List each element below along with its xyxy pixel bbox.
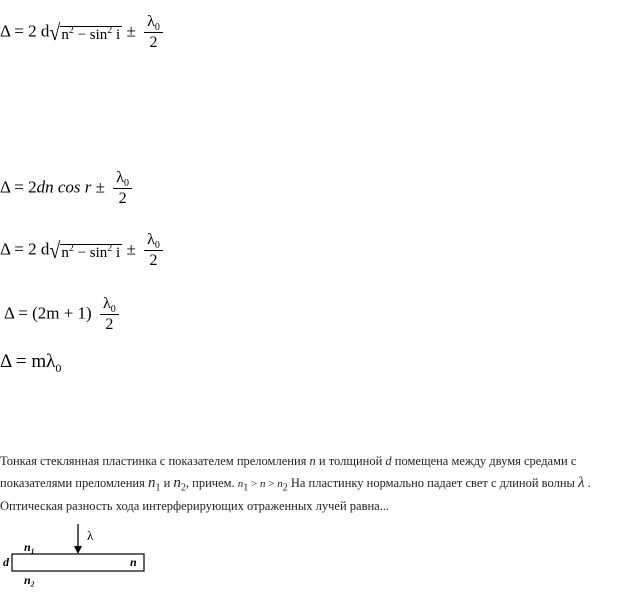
arrow-down-icon xyxy=(74,546,82,554)
diagram-n2-label: n₂ xyxy=(24,573,35,587)
var-n2: n xyxy=(173,475,181,491)
numerator-sub: 0 xyxy=(154,240,160,252)
problem-text-part: , причем. xyxy=(185,476,238,490)
exp: 2 xyxy=(107,242,113,254)
exp: 2 xyxy=(107,24,113,36)
problem-text xyxy=(0,450,623,517)
formula-3-radicand xyxy=(60,244,122,261)
denominator: 2 xyxy=(149,34,158,51)
diagram-n-label: n xyxy=(130,555,137,569)
denominator: 2 xyxy=(105,316,114,333)
var-d: d xyxy=(385,454,392,468)
exp: 2 xyxy=(68,242,74,254)
exp: 2 xyxy=(68,24,74,36)
numerator: λ xyxy=(116,169,124,186)
formula-1 xyxy=(0,14,163,51)
radicand-sin: − sin xyxy=(73,26,108,43)
problem-text-part: . Оптическая разность хода интерферирующих отраженных лучей равна... xyxy=(0,476,591,513)
problem-text-part: помещена между двумя средами с показателями преломления xyxy=(0,454,577,490)
formula-4-lhs: Δ = (2m + 1) xyxy=(4,303,92,323)
problem-text-part: и xyxy=(160,476,174,490)
numerator: λ xyxy=(147,231,155,248)
sqrt-sign-icon: √ xyxy=(49,237,61,264)
cond-n2-sub: 2 xyxy=(282,482,288,494)
problem-text-part: и толщиной xyxy=(315,454,386,468)
formula-2 xyxy=(0,170,132,207)
sqrt-sign-icon: √ xyxy=(49,19,61,46)
formula-1-radicand xyxy=(60,26,122,43)
numerator: λ xyxy=(102,295,111,312)
numerator: λ xyxy=(147,13,155,30)
formula-2-pm: ± xyxy=(95,177,105,197)
formula-1-fraction xyxy=(144,14,163,51)
formula-3 xyxy=(0,232,163,269)
glass-plate xyxy=(12,554,144,571)
problem-text-part: На пластинку нормально падает свет с длиной волны xyxy=(287,476,579,490)
var-n1-sub: 1 xyxy=(155,482,161,494)
diagram-lambda-label: λ xyxy=(87,528,94,543)
formula-5 xyxy=(0,351,62,375)
plate-diagram xyxy=(0,520,160,592)
cond-n: n xyxy=(260,478,266,490)
formula-5-sub: 0 xyxy=(55,360,62,375)
cond-n1-sub: 1 xyxy=(243,482,249,494)
radicand-n: n xyxy=(61,244,69,261)
var-n: n xyxy=(309,454,316,468)
formula-4 xyxy=(4,296,119,333)
formula-2-lhs: Δ = 2 xyxy=(0,177,37,197)
numerator-sub: 0 xyxy=(154,22,160,34)
cond-gt: > xyxy=(265,478,278,490)
diagram-d-label: d xyxy=(3,555,9,569)
formula-1-pm: ± xyxy=(126,21,136,41)
formula-3-lhs: Δ = 2 d xyxy=(0,239,50,259)
formula-1-lhs: Δ = 2 d xyxy=(0,21,50,41)
radicand-n: n xyxy=(61,26,69,43)
numerator-sub: 0 xyxy=(123,178,129,190)
denominator: 2 xyxy=(149,252,158,269)
formula-3-fraction xyxy=(144,232,163,269)
formula-5-lhs: Δ = mλ xyxy=(0,351,56,372)
formula-4-fraction xyxy=(100,296,119,333)
formula-2-dn: dn cos r xyxy=(36,177,92,197)
var-lambda: λ xyxy=(578,475,585,491)
problem-text-part: Тонкая стеклянная пластинка с показателем преломления xyxy=(0,454,310,468)
formula-3-pm: ± xyxy=(126,239,136,259)
radicand-sin: − sin xyxy=(73,244,108,261)
radicand-i: i xyxy=(112,26,121,43)
diagram-n1-label: n₁ xyxy=(24,540,35,554)
cond-gt: > xyxy=(248,478,260,490)
cond-n1: n xyxy=(237,478,244,490)
formula-1-sqrt xyxy=(49,19,122,46)
radicand-i: i xyxy=(112,244,121,261)
cond-n2: n xyxy=(277,478,283,490)
numerator-sub: 0 xyxy=(110,304,116,316)
var-n1: n xyxy=(147,475,156,491)
formula-2-fraction xyxy=(113,170,132,207)
denominator: 2 xyxy=(118,190,127,207)
formula-3-sqrt xyxy=(49,237,122,264)
var-n2-sub: 2 xyxy=(180,482,186,494)
